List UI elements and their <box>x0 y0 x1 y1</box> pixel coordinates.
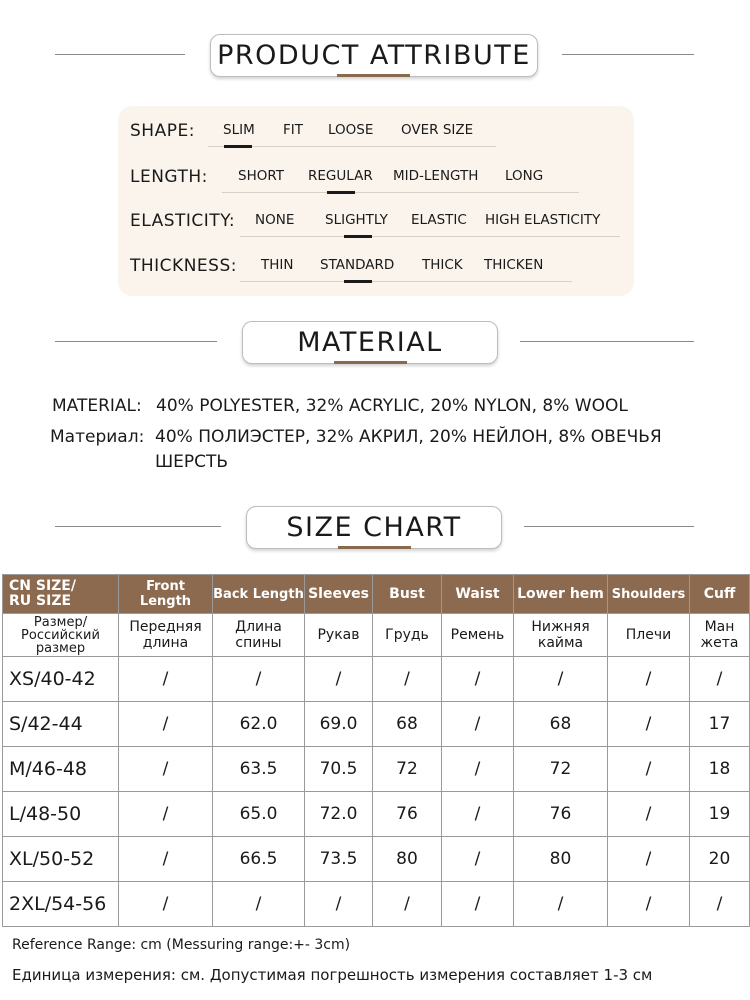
attribute-label: LENGTH: <box>130 167 208 187</box>
header-line-right <box>524 526 694 527</box>
attribute-label: ELASTICITY: <box>130 211 236 231</box>
value-cell: / <box>119 837 213 882</box>
value-cell: / <box>442 882 514 927</box>
value-cell: / <box>608 702 690 747</box>
value-cell: 62.0 <box>213 702 305 747</box>
value-cell: 72.0 <box>305 792 373 837</box>
header-ru-cell: Ремень <box>442 614 514 657</box>
table-header-en <box>3 575 750 614</box>
attribute-option: THICK <box>422 257 463 273</box>
heading-accent-bar <box>334 361 407 364</box>
value-cell: 19 <box>690 792 750 837</box>
table-row <box>3 702 750 747</box>
product-attribute-title: PRODUCT ATTRIBUTE <box>217 40 531 71</box>
header-line-left <box>55 341 217 342</box>
material-heading <box>242 321 498 364</box>
selected-marker <box>224 145 252 148</box>
size-chart-heading <box>246 506 502 549</box>
value-cell: / <box>608 837 690 882</box>
value-cell: 76 <box>514 792 608 837</box>
size-chart-table <box>2 574 750 927</box>
value-cell: 76 <box>373 792 442 837</box>
header-ru-cell: Рукав <box>305 614 373 657</box>
value-cell: 70.5 <box>305 747 373 792</box>
value-cell: / <box>442 792 514 837</box>
value-cell: / <box>119 792 213 837</box>
attribute-label: THICKNESS: <box>130 256 237 276</box>
value-cell: / <box>514 657 608 702</box>
table-row <box>3 747 750 792</box>
header-line-right <box>562 54 694 55</box>
value-cell: 18 <box>690 747 750 792</box>
value-cell: / <box>305 657 373 702</box>
size-chart-title: SIZE CHART <box>286 512 462 543</box>
product-attribute-heading <box>210 34 538 77</box>
value-cell: 68 <box>373 702 442 747</box>
header-cell: Bust <box>373 575 442 614</box>
value-cell: / <box>373 657 442 702</box>
selected-marker <box>344 280 372 283</box>
attribute-option: LOOSE <box>328 122 374 138</box>
value-cell: 80 <box>514 837 608 882</box>
header-cell: Front Length <box>119 575 213 614</box>
value-cell: / <box>442 747 514 792</box>
header-ru-cell: Длина спины <box>213 614 305 657</box>
attribute-row-thickness <box>118 251 634 281</box>
size-cell: L/48-50 <box>3 792 119 837</box>
value-cell: / <box>213 882 305 927</box>
header-cell: Shoulders <box>608 575 690 614</box>
value-cell: 17 <box>690 702 750 747</box>
value-cell: / <box>119 747 213 792</box>
attribute-option: FIT <box>283 122 303 138</box>
material-text-ru-cont: ШЕРСТЬ <box>155 452 229 472</box>
value-cell: / <box>442 702 514 747</box>
value-cell: / <box>608 882 690 927</box>
header-cell: Sleeves <box>305 575 373 614</box>
header-ru-cell: Передняя длина <box>119 614 213 657</box>
header-ru-cell: Грудь <box>373 614 442 657</box>
material-label-ru: Материал: <box>50 427 145 447</box>
value-cell: / <box>608 657 690 702</box>
value-cell: / <box>305 882 373 927</box>
value-cell: / <box>373 882 442 927</box>
attribute-baseline <box>240 236 620 237</box>
material-text-en: 40% POLYESTER, 32% ACRYLIC, 20% NYLON, 8% WOOL <box>156 396 628 416</box>
attribute-option: STANDARD <box>320 257 395 273</box>
table-row <box>3 882 750 927</box>
selected-marker <box>344 235 372 238</box>
value-cell: 20 <box>690 837 750 882</box>
value-cell: / <box>442 837 514 882</box>
selected-marker <box>327 191 355 194</box>
header-cell: Waist <box>442 575 514 614</box>
attribute-option: SLIGHTLY <box>325 212 388 228</box>
attribute-label: SHAPE: <box>130 121 195 141</box>
value-cell: 72 <box>373 747 442 792</box>
value-cell: / <box>119 657 213 702</box>
attribute-row-length <box>118 162 634 192</box>
table-header-ru <box>3 614 750 657</box>
value-cell: 65.0 <box>213 792 305 837</box>
attribute-option: LONG <box>505 168 544 184</box>
heading-accent-bar <box>338 546 411 549</box>
size-cell: S/42-44 <box>3 702 119 747</box>
value-cell: / <box>119 702 213 747</box>
attribute-option: NONE <box>255 212 295 228</box>
attribute-option: OVER SIZE <box>401 122 474 138</box>
value-cell: / <box>119 882 213 927</box>
attribute-option: THICKEN <box>484 257 544 273</box>
attribute-option: HIGH ELASTICITY <box>485 212 601 228</box>
attribute-panel <box>118 106 634 296</box>
value-cell: / <box>608 747 690 792</box>
header-ru-cell: Размер/ Российский размер <box>3 614 119 657</box>
attribute-option: SLIM <box>223 122 255 138</box>
value-cell: / <box>690 882 750 927</box>
size-cell: XS/40-42 <box>3 657 119 702</box>
table-row <box>3 792 750 837</box>
value-cell: / <box>514 882 608 927</box>
size-cell: XL/50-52 <box>3 837 119 882</box>
attribute-option: MID-LENGTH <box>393 168 479 184</box>
measurement-note-ru: Единица измерения: см. Допустимая погрешность измерения составляет 1-3 см <box>12 966 653 984</box>
attribute-row-elasticity <box>118 206 634 236</box>
value-cell: / <box>213 657 305 702</box>
size-cell: 2XL/54-56 <box>3 882 119 927</box>
value-cell: 80 <box>373 837 442 882</box>
header-line-right <box>520 341 694 342</box>
value-cell: 68 <box>514 702 608 747</box>
header-cell: CN SIZE/ RU SIZE <box>3 575 119 614</box>
attribute-row-shape <box>118 116 634 146</box>
material-title: MATERIAL <box>297 327 443 358</box>
value-cell: 66.5 <box>213 837 305 882</box>
header-line-left <box>55 526 221 527</box>
material-text-ru: 40% ПОЛИЭСТЕР, 32% АКРИЛ, 20% НЕЙЛОН, 8% ОВЕЧЬЯ <box>155 427 662 447</box>
attribute-option: SHORT <box>238 168 284 184</box>
material-label-en: MATERIAL: <box>52 396 142 416</box>
header-line-left <box>55 54 185 55</box>
size-cell: M/46-48 <box>3 747 119 792</box>
table-row <box>3 657 750 702</box>
header-cell: Cuff <box>690 575 750 614</box>
value-cell: 63.5 <box>213 747 305 792</box>
value-cell: 73.5 <box>305 837 373 882</box>
attribute-option: ELASTIC <box>411 212 467 228</box>
header-cell: Lower hem <box>514 575 608 614</box>
attribute-option: THIN <box>261 257 294 273</box>
attribute-baseline <box>222 192 579 193</box>
header-ru-cell: Ман жета <box>690 614 750 657</box>
header-ru-cell: Плечи <box>608 614 690 657</box>
value-cell: 69.0 <box>305 702 373 747</box>
attribute-baseline <box>240 281 572 282</box>
table-row <box>3 837 750 882</box>
value-cell: / <box>442 657 514 702</box>
reference-range-note: Reference Range: cm (Messuring range:+- 3cm) <box>12 937 351 953</box>
attribute-option: REGULAR <box>308 168 373 184</box>
value-cell: / <box>608 792 690 837</box>
value-cell: / <box>690 657 750 702</box>
heading-accent-bar <box>337 74 410 77</box>
header-ru-cell: Нижняя кайма <box>514 614 608 657</box>
header-cell: Back Length <box>213 575 305 614</box>
value-cell: 72 <box>514 747 608 792</box>
